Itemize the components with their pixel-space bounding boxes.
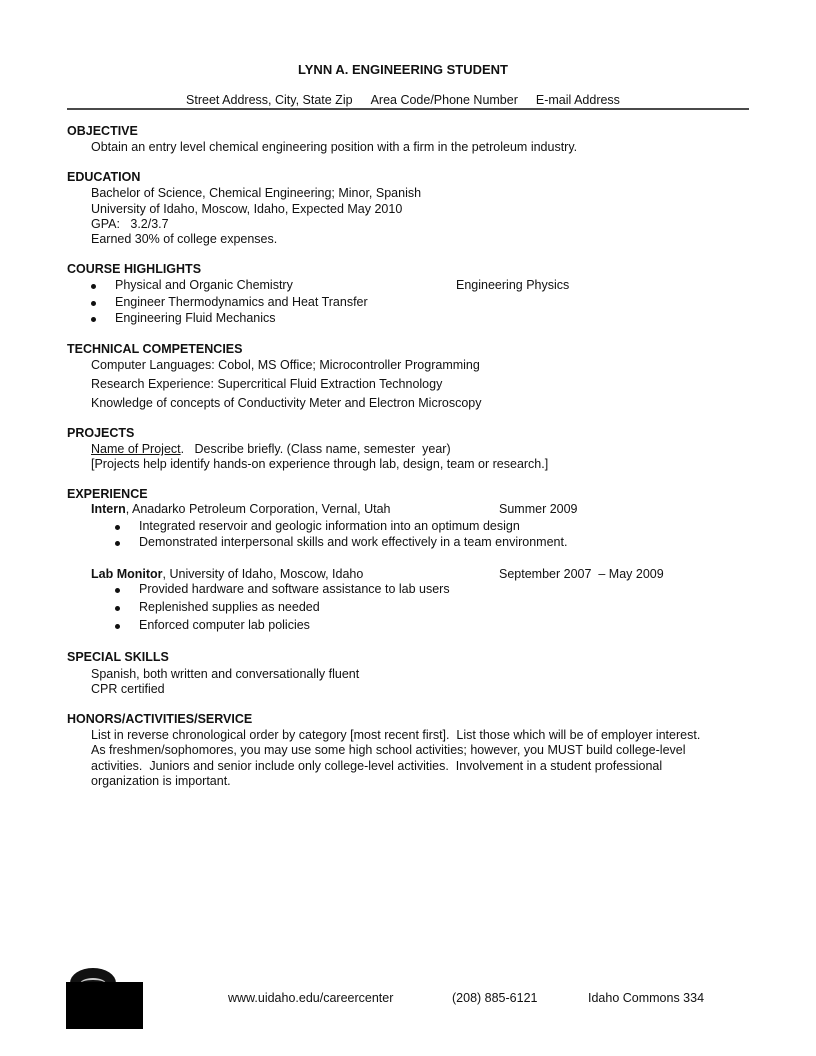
footer-phone: (208) 885-6121: [452, 991, 538, 1005]
course-item: Engineer Thermodynamics and Heat Transfer: [115, 295, 368, 309]
job-bullet: Enforced computer lab policies: [139, 618, 310, 632]
honors-line: List in reverse chronological order by category [most recent first]. List those which will be of employer interest.: [91, 728, 701, 742]
project-note: [Projects help identify hands-on experience through lab, design, team or research.]: [91, 457, 549, 471]
heading-technical-competencies: TECHNICAL COMPETENCIES: [67, 342, 243, 356]
project-line: [91, 442, 451, 456]
bullet-icon: [115, 588, 120, 593]
contact-line: [0, 93, 806, 107]
job-header: [91, 567, 363, 581]
job-bullet: Demonstrated interpersonal skills and work effectively in a team environment.: [139, 535, 568, 549]
job-dates: September 2007 – May 2009: [499, 567, 664, 581]
bullet-icon: [91, 317, 96, 322]
job-title: Lab Monitor: [91, 567, 163, 581]
job-bullet: Replenished supplies as needed: [139, 600, 320, 614]
resume-name: LYNN A. ENGINEERING STUDENT: [298, 62, 508, 77]
education-expenses: Earned 30% of college expenses.: [91, 232, 278, 246]
skill-line: Spanish, both written and conversationally fluent: [91, 667, 360, 681]
course-item: Physical and Organic Chemistry: [115, 278, 293, 292]
contact-phone: Area Code/Phone Number: [370, 93, 518, 107]
bullet-icon: [91, 284, 96, 289]
heading-special-skills: SPECIAL SKILLS: [67, 650, 169, 664]
footer-location: Idaho Commons 334: [588, 991, 705, 1005]
heading-objective: OBJECTIVE: [67, 124, 138, 138]
tech-knowledge: Knowledge of concepts of Conductivity Meter and Electron Microscopy: [91, 396, 482, 410]
tech-languages: Computer Languages: Cobol, MS Office; Microcontroller Programming: [91, 358, 480, 372]
education-degree: Bachelor of Science, Chemical Engineering; Minor, Spanish: [91, 186, 422, 200]
bullet-icon: [115, 606, 120, 611]
project-description: . Describe briefly. (Class name, semester year): [180, 442, 451, 456]
header-divider: [67, 108, 749, 110]
heading-course-highlights: COURSE HIGHLIGHTS: [67, 262, 202, 276]
heading-honors: HONORS/ACTIVITIES/SERVICE: [67, 712, 253, 726]
logo-block-icon: [66, 982, 143, 1029]
contact-email: E-mail Address: [535, 93, 620, 107]
heading-experience: EXPERIENCE: [67, 487, 148, 501]
education-gpa: GPA: 3.2/3.7: [91, 217, 169, 231]
education-school: University of Idaho, Moscow, Idaho, Expected May 2010: [91, 202, 403, 216]
heading-projects: PROJECTS: [67, 426, 135, 440]
bullet-icon: [91, 301, 96, 306]
honors-line: As freshmen/sophomores, you may use some high school activities; however, you MUST build college-level: [91, 743, 686, 757]
honors-line: organization is important.: [91, 774, 231, 788]
course-item: Engineering Fluid Mechanics: [115, 311, 276, 325]
honors-line: activities. Juniors and senior include only college-level activities. Involvement in a student professional: [91, 759, 663, 773]
bullet-icon: [115, 624, 120, 629]
project-name: Name of Project: [91, 442, 181, 456]
job-bullet: Integrated reservoir and geologic information into an optimum design: [139, 519, 520, 533]
bullet-icon: [115, 541, 120, 546]
job-bullet: Provided hardware and software assistance to lab users: [139, 582, 450, 596]
objective-text: Obtain an entry level chemical engineering position with a firm in the petroleum industry.: [91, 140, 578, 154]
bullet-icon: [115, 525, 120, 530]
job-header: [91, 502, 390, 516]
course-item-second-column: Engineering Physics: [456, 278, 570, 292]
contact-address: Street Address, City, State Zip: [186, 93, 353, 107]
skill-line: CPR certified: [91, 682, 165, 696]
job-dates: Summer 2009: [499, 502, 578, 516]
job-org: , University of Idaho, Moscow, Idaho: [162, 567, 364, 581]
job-title: Intern: [91, 502, 126, 516]
heading-education: EDUCATION: [67, 170, 141, 184]
tech-research: Research Experience: Supercritical Fluid Extraction Technology: [91, 377, 443, 391]
footer-website[interactable]: www.uidaho.edu/careercenter: [228, 991, 394, 1005]
job-org: , Anadarko Petroleum Corporation, Vernal, Utah: [125, 502, 391, 516]
